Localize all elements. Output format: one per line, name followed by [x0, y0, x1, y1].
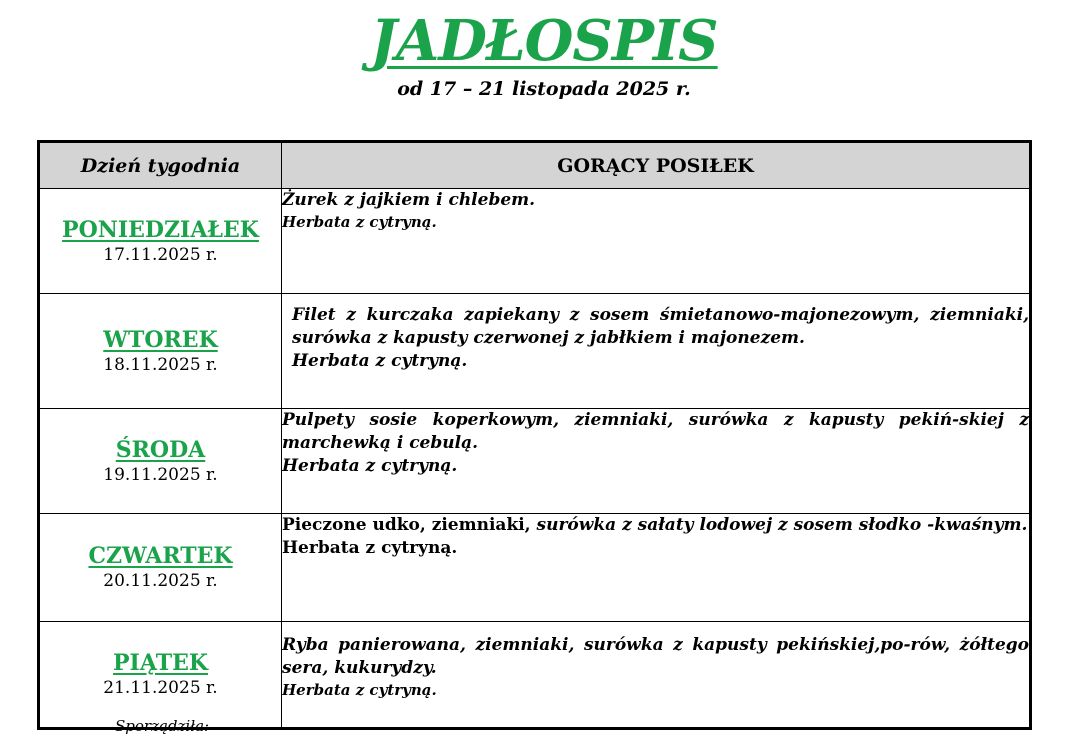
meal-description-part: Pieczone udko, ziemniaki, [282, 515, 537, 535]
day-cell [39, 189, 282, 294]
meal-drink: Herbata z cytryną. [282, 213, 437, 231]
meal-cell [282, 622, 1031, 729]
date-range: od 17 – 21 listopada 2025 r. [397, 78, 691, 100]
day-name: PONIEDZIAŁEK [62, 216, 259, 243]
day-date: 21.11.2025 r. [103, 678, 218, 698]
table-header-row [39, 142, 1031, 189]
meal-cell [282, 514, 1031, 622]
day-date: 20.11.2025 r. [103, 571, 218, 591]
header-hot-meal: GORĄCY POSIŁEK [282, 142, 1031, 189]
menu-table [37, 140, 1032, 730]
table-row [39, 189, 1031, 294]
meal-drink: Herbata z cytryną. [292, 351, 468, 371]
table-row [39, 294, 1031, 409]
day-name: CZWARTEK [88, 543, 233, 569]
day-date: 17.11.2025 r. [103, 244, 218, 265]
table-row [39, 409, 1031, 514]
day-cell [39, 294, 282, 409]
header-day-of-week: Dzień tygodnia [39, 142, 282, 189]
menu-title [0, 8, 1088, 74]
meal-cell [282, 409, 1031, 514]
day-cell [39, 622, 282, 729]
day-cell [39, 514, 282, 622]
meal-cell [282, 294, 1031, 409]
meal-description-salad: surówka z sałaty lodowej z sosem słodko -kwaśnym. [536, 515, 1028, 535]
table-row [39, 514, 1031, 622]
meal-description: Ryba panierowana, ziemniaki, surówka z kapusty pekińskiej,po-rów, żółtego sera, kukurydzy. [282, 635, 1029, 678]
day-name: ŚRODA [115, 436, 206, 463]
table-row [39, 622, 1031, 729]
day-name: PIĄTEK [113, 650, 208, 676]
menu-title-text: JADŁOSPIS [370, 8, 718, 74]
meal-drink [282, 537, 1029, 560]
day-name: WTOREK [103, 326, 218, 353]
meal-description: Pulpety sosie koperkowym, ziemniaki, surówka z kapusty pekiń-skiej z marchewką i cebulą. [282, 410, 1029, 453]
day-cell [39, 409, 282, 514]
meal-cell [282, 189, 1031, 294]
meal-drink: Herbata z cytryną. [282, 681, 437, 699]
day-date: 19.11.2025 r. [103, 464, 218, 485]
meal-drink: Herbata z cytryną. [282, 456, 458, 476]
meal-description: Żurek z jajkiem i chlebem. [282, 190, 536, 210]
meal-description: Filet z kurczaka zapiekany z sosem śmietanowo-majonezowym, ziemniaki, surówka z kapusty czerwonej z jabłkiem i majonezem. [292, 305, 1029, 348]
meal-drink-text: Herbata z cytryną. [282, 538, 458, 558]
prepared-by-label: Sporządziła: [115, 717, 210, 735]
meal-description [282, 514, 1029, 537]
day-date: 18.11.2025 r. [103, 354, 218, 375]
